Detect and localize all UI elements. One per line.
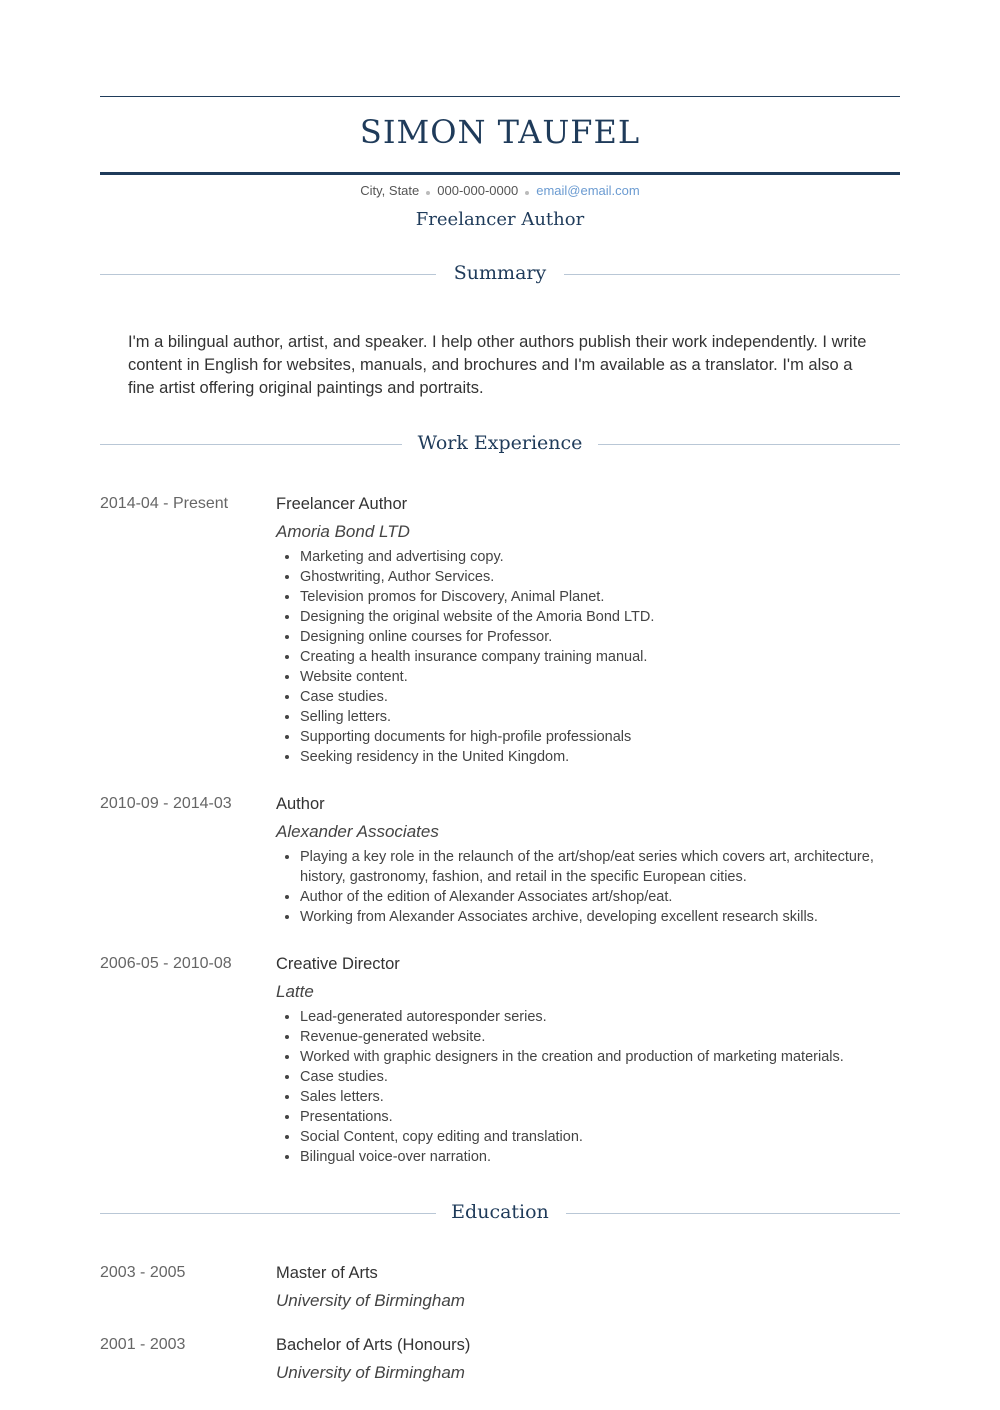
education-body	[276, 1262, 886, 1312]
job-body	[276, 953, 886, 1167]
job-bullet: • Lead-generated autoresponder series.	[300, 1007, 886, 1027]
job-bullet: • Designing the original website of the Amoria Bond LTD.	[300, 607, 886, 627]
job-dates: 2014-04 - Present	[100, 495, 229, 512]
job-bullet: • Presentations.	[300, 1107, 886, 1127]
experience-title: Work Experience	[417, 432, 583, 454]
email-link[interactable]: email@email.com	[536, 183, 640, 198]
job-bullet: • Case studies.	[300, 1067, 886, 1087]
experience-section-header	[100, 429, 900, 459]
job-company: Latte	[276, 982, 314, 1001]
job-bullet: • Supporting documents for high-profile professionals	[300, 727, 886, 747]
summary-section-header	[100, 259, 900, 289]
job-body	[276, 793, 886, 927]
job-company: Amoria Bond LTD	[276, 522, 410, 541]
separator-dot-icon	[426, 191, 430, 195]
job-bullet: • Playing a key role in the relaunch of the art/shop/eat series which covers art, architecture, history, gastronomy, fashion, and retail in the specific European cities.	[300, 847, 886, 887]
job-bullet: • Designing online courses for Professor.	[300, 627, 886, 647]
education-school: University of Birmingham	[276, 1291, 465, 1310]
contact-line	[100, 182, 900, 200]
summary-text: I'm a bilingual author, artist, and speaker. I help other authors publish their work independently. I write content in English for websites, manuals, and brochures and I'm available as a translator. I'm also a fine artist offering original paintings and portraits.	[128, 333, 867, 397]
header-top-rule	[100, 96, 900, 97]
job-bullet: • Seeking residency in the United Kingdom.	[300, 747, 886, 767]
job-company: Alexander Associates	[276, 822, 439, 841]
separator-dot-icon	[525, 191, 529, 195]
education-degree: Master of Arts	[276, 1264, 378, 1282]
job-bullet: • Worked with graphic designers in the creation and production of marketing materials.	[300, 1047, 886, 1067]
job-bullet: • Sales letters.	[300, 1087, 886, 1107]
education-dates: 2003 - 2005	[100, 1264, 186, 1281]
job-bullet: • Case studies.	[300, 687, 886, 707]
job-role: Freelancer Author	[276, 495, 408, 513]
job-bullet: • Website content.	[300, 667, 886, 687]
job-bullet: • Television promos for Discovery, Animal Planet.	[300, 587, 886, 607]
candidate-name: SIMON TAUFEL	[359, 113, 641, 151]
education-body	[276, 1334, 886, 1384]
job-bullet: • Bilingual voice-over narration.	[300, 1147, 886, 1167]
summary-title: Summary	[453, 262, 547, 284]
job-role: Creative Director	[276, 955, 400, 973]
job-bullet: • Revenue-generated website.	[300, 1027, 886, 1047]
job-bullet: • Selling letters.	[300, 707, 886, 727]
education-section-header	[100, 1198, 900, 1228]
job-role: Author	[276, 795, 325, 813]
job-bullet: • Ghostwriting, Author Services.	[300, 567, 886, 587]
education-dates: 2001 - 2003	[100, 1336, 186, 1353]
job-bullet: • Author of the edition of Alexander Associates art/shop/eat.	[300, 887, 886, 907]
job-bullet: • Marketing and advertising copy.	[300, 547, 886, 567]
job-dates: 2006-05 - 2010-08	[100, 955, 232, 972]
education-school: University of Birmingham	[276, 1363, 465, 1382]
job-bullets	[276, 1007, 886, 1167]
education-title: Education	[451, 1201, 549, 1223]
job-dates: 2010-09 - 2014-03	[100, 795, 232, 812]
job-body	[276, 493, 886, 767]
job-bullets	[276, 847, 886, 927]
location-text: City, State	[360, 183, 420, 198]
phone-text: 000-000-0000	[437, 183, 519, 198]
header-bottom-rule	[100, 172, 900, 175]
job-bullet: • Working from Alexander Associates archive, developing excellent research skills.	[300, 907, 886, 927]
job-bullets	[276, 547, 886, 767]
job-bullet: • Creating a health insurance company training manual.	[300, 647, 886, 667]
job-bullet: • Social Content, copy editing and translation.	[300, 1127, 886, 1147]
job-headline: Freelancer Author	[415, 209, 585, 230]
education-degree: Bachelor of Arts (Honours)	[276, 1336, 471, 1354]
